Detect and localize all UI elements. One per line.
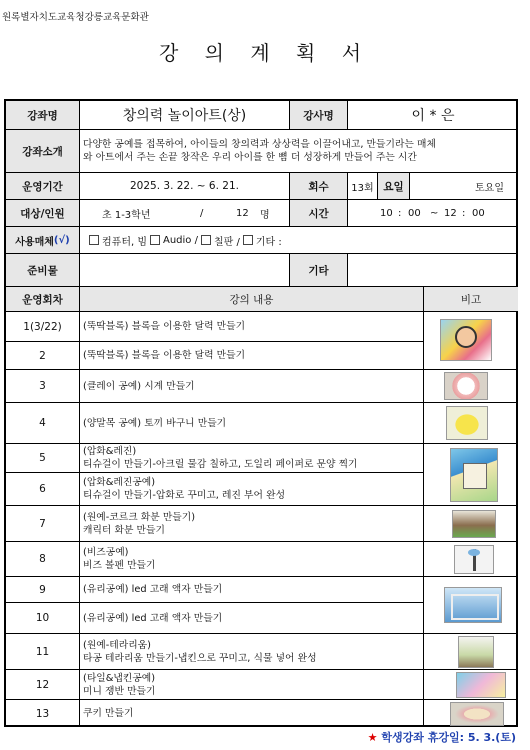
media-option-computer: 컴퓨터, 빔: [102, 236, 147, 248]
session-content: [80, 403, 424, 444]
course-label: 강좌명: [6, 101, 80, 130]
block-calendar-photo: [440, 319, 492, 361]
session-number: 13: [6, 700, 80, 727]
content-line-1: (유리공예) led 고래 액자 만들기: [83, 612, 223, 624]
star-icon: ★: [367, 731, 378, 744]
content-line-2: 캐릭터 화분 만들기: [83, 524, 165, 536]
organization-name: 원록별자치도교육청강릉교육문화관: [2, 12, 149, 23]
media-option-other: 기타 :: [255, 236, 282, 248]
session-number: 9: [6, 577, 80, 603]
session-number: 1(3/22): [6, 312, 80, 342]
content-line-2: 티슈걸이 만들기-아크릴 물감 칠하고, 도일리 페이퍼로 문양 찍기: [83, 459, 358, 470]
media-option-board: 칠판 /: [213, 236, 240, 248]
count-label: 회수: [290, 173, 348, 200]
time-colon-1: :: [398, 207, 402, 219]
time-end-minute: 00: [472, 207, 485, 219]
target-label: 대상/인원: [6, 200, 80, 227]
other-label: 기타: [290, 254, 348, 287]
session-number: 3: [6, 370, 80, 403]
content-line-1: (타일&냅킨공예): [83, 672, 156, 684]
session-number: 2: [6, 342, 80, 370]
time-label: 시간: [290, 200, 348, 227]
tissue-box-shape: [463, 463, 487, 489]
time-colon-2: :: [462, 207, 466, 219]
checkbox-audio[interactable]: [150, 235, 160, 245]
content-line-2: 미니 쟁반 만들기: [83, 685, 156, 697]
target-value: [80, 200, 290, 227]
led-frame-photo: [444, 587, 502, 623]
session-content: [80, 634, 424, 670]
session-number: 10: [6, 603, 80, 634]
content-line-1: (압화&레진): [83, 446, 137, 457]
content-line-1: (양말목 공예) 토끼 바구니 만들기: [83, 417, 227, 429]
media-label-text: 사용매체: [15, 236, 54, 248]
session-content: [80, 312, 424, 342]
prep-label: 준비물: [6, 254, 80, 287]
terrarium-photo: [458, 636, 494, 668]
session-header: 운영회차: [6, 287, 80, 312]
session-number: 7: [6, 506, 80, 542]
tissue-holder-photo: [450, 448, 498, 502]
bead-shape: [468, 549, 480, 556]
session-content: [80, 506, 424, 542]
content-line-1: 쿠키 만들기: [83, 708, 134, 719]
period-value: 2025. 3. 22. ~ 6. 21.: [80, 173, 290, 200]
prep-value: [80, 254, 290, 287]
session-content: [80, 577, 424, 603]
checkbox-computer[interactable]: [89, 235, 99, 245]
cork-pot-photo: [452, 510, 496, 538]
content-line-1: (원예-테라리움): [83, 639, 151, 651]
intro-text: [80, 130, 518, 173]
content-line-2: 타공 테라리움 만들기-냅킨으로 꾸미고, 식물 넣어 완성: [83, 652, 317, 664]
day-label: 요일: [378, 173, 410, 200]
content-line-1: (유리공예) led 고래 액자 만들기: [83, 584, 223, 595]
session-number: 5: [6, 444, 80, 473]
media-check-mark: (√): [53, 234, 70, 246]
time-value: [348, 200, 518, 227]
media-option-audio: Audio /: [163, 234, 198, 246]
session-content: [80, 542, 424, 577]
character-face-shape: [455, 326, 477, 348]
count-value: 13회: [348, 173, 378, 200]
content-line-1: (압화&레진공예): [83, 477, 156, 488]
checkbox-other[interactable]: [243, 235, 253, 245]
content-line-1: (클레이 공예) 시계 만들기: [83, 380, 195, 392]
content-header: 강의 내용: [80, 287, 424, 312]
session-content: [80, 603, 424, 634]
target-grade: 초 1-3학년: [102, 209, 151, 221]
session-number: 4: [6, 403, 80, 444]
holiday-note-text: 학생강좌 휴강일: 5. 3.(토): [381, 731, 516, 744]
beads-pen-photo: [454, 545, 494, 574]
content-line-1: (원예-코르크 화분 만들기): [83, 511, 196, 523]
intro-label: 강좌소개: [6, 130, 80, 173]
frame-shape: [451, 594, 499, 620]
other-value: [348, 254, 518, 287]
session-content: [80, 473, 424, 506]
target-count: 12: [236, 207, 249, 219]
sock-basket-photo: [446, 406, 488, 440]
session-number: 6: [6, 473, 80, 506]
clay-clock-photo: [444, 372, 488, 400]
teacher-name: 이 * 은: [348, 101, 518, 130]
session-number: 8: [6, 542, 80, 577]
session-content: [80, 700, 424, 727]
session-number: 12: [6, 670, 80, 700]
content-line-2: 티슈걸이 만들기-압화로 꾸미고, 레진 부어 완성: [83, 490, 286, 501]
content-line-1: (뚝딱블록) 블록을 이용한 달력 만들기: [83, 350, 246, 361]
session-content: [80, 670, 424, 700]
course-name: 창의력 놀이아트(상): [80, 101, 290, 130]
intro-line-1: 다양한 공예를 접목하여, 아이들의 창의력과 상상력을 이끌어내고, 만들기라는 매체: [83, 139, 436, 150]
session-content: [80, 342, 424, 370]
target-slash: /: [200, 207, 204, 219]
plan-table: [4, 99, 518, 727]
teacher-label: 강사명: [290, 101, 348, 130]
period-label: 운영기간: [6, 173, 80, 200]
time-start-minute: 00: [408, 207, 421, 219]
content-line-1: (뚝딱블록) 블록을 이용한 달력 만들기: [83, 321, 246, 332]
session-content: [80, 444, 424, 473]
holiday-note: [368, 729, 516, 745]
time-tilde: ~: [430, 207, 439, 219]
media-options: [80, 227, 518, 254]
content-line-2: 비즈 볼펜 만들기: [83, 560, 156, 571]
time-start-hour: 10: [380, 207, 393, 219]
session-content: [80, 370, 424, 403]
time-end-hour: 12: [444, 207, 457, 219]
cookie-photo: [450, 702, 504, 726]
day-value: 토요일: [410, 173, 518, 200]
media-label: [6, 227, 80, 254]
page-title: 강 의 계 획 서: [158, 41, 372, 65]
content-line-1: (비즈공예): [83, 547, 129, 558]
intro-line-2: 와 아트에서 주는 손끝 창작은 우리 아이를 한 뼘 더 성장하게 만들어 주는 시간: [83, 152, 417, 163]
checkbox-board[interactable]: [201, 235, 211, 245]
note-header: 비고: [424, 287, 518, 312]
mini-tray-photo: [456, 672, 506, 698]
session-number: 11: [6, 634, 80, 670]
target-unit: 명: [260, 209, 270, 221]
